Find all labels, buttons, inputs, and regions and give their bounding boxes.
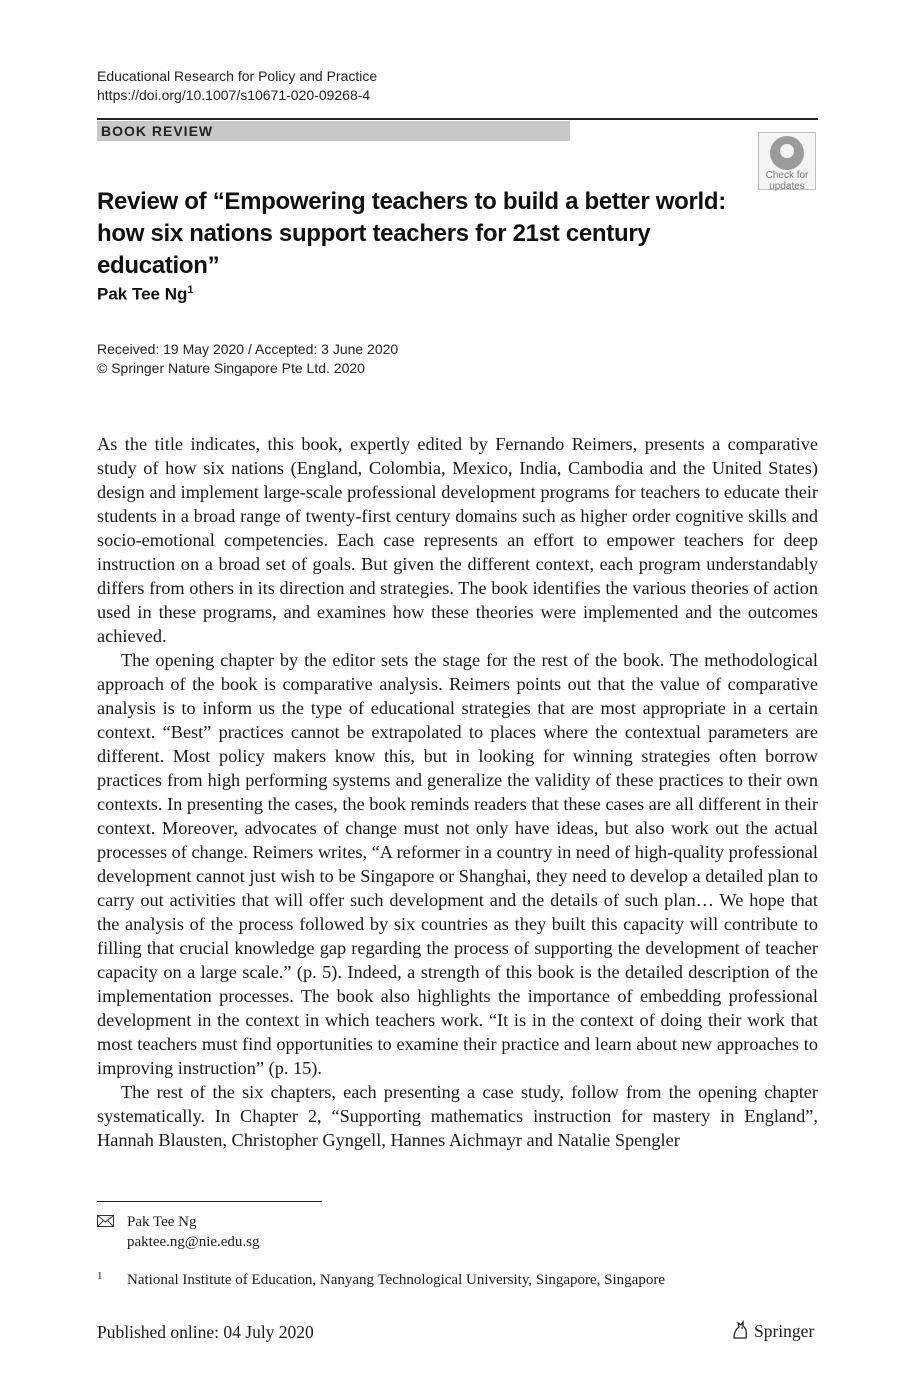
title-line-1: Review of “Empowering teachers to build a better world: [97, 188, 726, 215]
author-line [97, 284, 194, 305]
received-accepted: Received: 19 May 2020 / Accepted: 3 June 2020 [97, 341, 399, 357]
envelope-icon [97, 1215, 114, 1227]
crossmark-icon [770, 136, 804, 170]
paragraph: The rest of the six chapters, each presenting a case study, follow from the opening chapter systematically. In Chapter 2, “Supporting mathematics instruction for mastery in England”, Hannah Blausten, Christopher Gyngell, Hannes Aichmayr and Natalie Spengler [97, 1082, 818, 1150]
article-title [97, 186, 777, 282]
badge-text-2: updates [769, 181, 805, 192]
journal-name: Educational Research for Policy and Practice [97, 68, 378, 84]
doi-link[interactable]: https://doi.org/10.1007/s10671-020-09268-4 [97, 87, 371, 103]
author-affil-marker: 1 [187, 284, 194, 296]
footnote-affiliation [97, 1270, 818, 1290]
springer-name: Springer [754, 1321, 815, 1341]
paragraph: As the title indicates, this book, expertly edited by Fernando Reimers, presents a comparative study of how six nations (England, Colombia, Mexico, India, Cambodia and the United States) design and implement large-scale professional development programs for teachers to educate their students in a broad range of twenty-first century domains such as higher order cognitive skills and socio-emotional competencies. Each case represents an effort to empower teachers for deep instruction on a broad set of goals. But given the different context, each program understandably differs from others in its direction and strategies. The book identifies the various theories of action used in these programs, and examines how these theories were implemented and the outcomes achieved. [97, 434, 818, 646]
footnote-rule [97, 1201, 322, 1202]
body-text [97, 432, 818, 1152]
contact-name: Pak Tee Ng [127, 1214, 197, 1230]
article-dates [97, 340, 398, 378]
springer-horse-icon [730, 1320, 750, 1340]
badge-text-1: Check for [765, 170, 809, 181]
title-line-2: how six nations support teachers for 21st century education” [97, 220, 651, 279]
contact-email[interactable]: paktee.ng@nie.edu.sg [127, 1234, 260, 1250]
section-label: BOOK REVIEW [101, 123, 214, 139]
journal-header [97, 67, 377, 105]
springer-logo [730, 1320, 814, 1342]
author-name[interactable]: Pak Tee Ng [97, 284, 188, 304]
copyright: © Springer Nature Singapore Pte Ltd. 2020 [97, 360, 365, 376]
section-bar [97, 121, 570, 141]
affil-number: 1 [97, 1270, 103, 1282]
paragraph: The opening chapter by the editor sets the stage for the rest of the book. The methodological approach of the book is comparative analysis. Reimers points out that the value of comparative analysis is to inform us the type of educational strategies that are most appropriate in a certain context. “Best” practices cannot be extrapolated to places where the contextual parameters are different. Most policy makers know this, but in looking for winning strategies often borrow practices from high performing systems and generalize the validity of these practices to their own contexts. In presenting the cases, the book reminds readers that these cases are all different in their context. Moreover, advocates of change must not only have ideas, but also work out the actual processes of change. Reimers writes, “A reformer in a country in need of high-quality professional development cannot just wish to be Singapore or Shanghai, they need to develop a detailed plan to carry out activities that will offer such development and the details of such plan… We hope that the analysis of the process followed by six countries as they built this capacity will contribute to filling that crucial knowledge gap regarding the process of supporting the development of teacher capacity on a large scale.” (p. 5). Indeed, a strength of this book is the detailed description of the implementation processes. The book also highlights the importance of embedding professional development in the context in which teachers work. “It is in the context of doing their work that most teachers must find opportunities to examine their practice and learn about new approaches to improving instruction” (p. 15). [97, 650, 818, 1078]
footnote-contact [97, 1212, 260, 1252]
check-for-updates-badge[interactable] [758, 132, 816, 190]
header-rule [97, 118, 818, 120]
affiliation-text: National Institute of Education, Nanyang Technological University, Singapore, Singapore [127, 1272, 665, 1288]
published-online: Published online: 04 July 2020 [97, 1322, 314, 1342]
